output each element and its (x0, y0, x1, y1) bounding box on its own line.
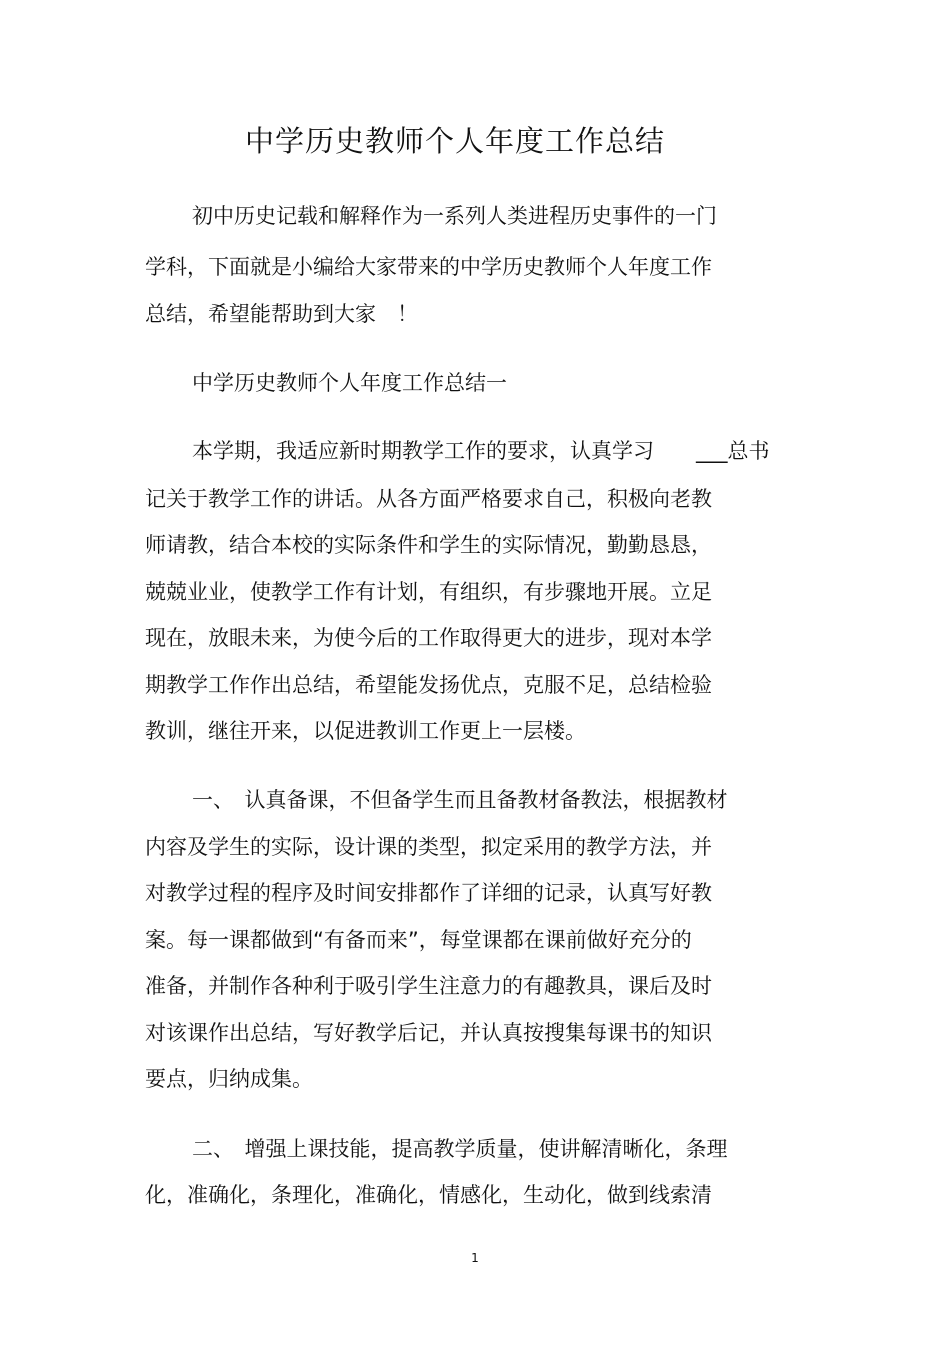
text-line: 兢兢业业，使教学工作有计划，有组织，有步骤地开展。立足 (145, 580, 712, 604)
text-line: 学科，下面就是小编给大家带来的中学历史教师个人年度工作 (145, 255, 712, 279)
text-line: 一、 认真备课，不但备学生而且备教材备教法，根据教材 (192, 788, 728, 812)
text-line: 记关于教学工作的讲话。从各方面严格要求自己，积极向老教 (145, 487, 712, 511)
text-line: 初中历史记载和解释作为一系列人类进程历史事件的一门 (192, 204, 717, 228)
text-line: 期教学工作作出总结，希望能发扬优点，克服不足，总结检验 (145, 673, 712, 697)
text-line: 总结，希望能帮助到大家 ！ (145, 302, 418, 326)
text-line: 准备，并制作各种利于吸引学生注意力的有趣教具，课后及时 (145, 974, 712, 998)
text-line: 内容及学生的实际，设计课的类型，拟定采用的教学方法，并 (145, 835, 712, 859)
text-line: 案。每一课都做到“有备而来”，每堂课都在课前做好充分的 (145, 928, 692, 952)
page-number: 1 (471, 1251, 479, 1265)
text-line: 化，准确化，条理化，准确化，情感化，生动化，做到线索清 (145, 1183, 712, 1207)
text-line: 现在，放眼未来，为使今后的工作取得更大的进步，现对本学 (145, 626, 712, 650)
text-line: 教训，继往开来，以促进教训工作更上一层楼。 (145, 719, 586, 743)
text-line: 对该课作出总结，写好教学后记，并认真按搜集每课书的知识 (145, 1021, 712, 1045)
text-line: 本学期，我适应新时期教学工作的要求，认真学习 ___总书 (192, 439, 770, 463)
section-heading: 中学历史教师个人年度工作总结一 (192, 371, 507, 395)
text-line: 要点，归纳成集。 (145, 1067, 313, 1091)
text-line: 师请教，结合本校的实际条件和学生的实际情况，勤勤恳恳， (145, 533, 712, 557)
text-line: 对教学过程的程序及时间安排都作了详细的记录，认真写好教 (145, 881, 712, 905)
document-title: 中学历史教师个人年度工作总结 (244, 124, 665, 158)
text-line: 二、 增强上课技能，提高教学质量，使讲解清晰化，条理 (192, 1137, 728, 1161)
